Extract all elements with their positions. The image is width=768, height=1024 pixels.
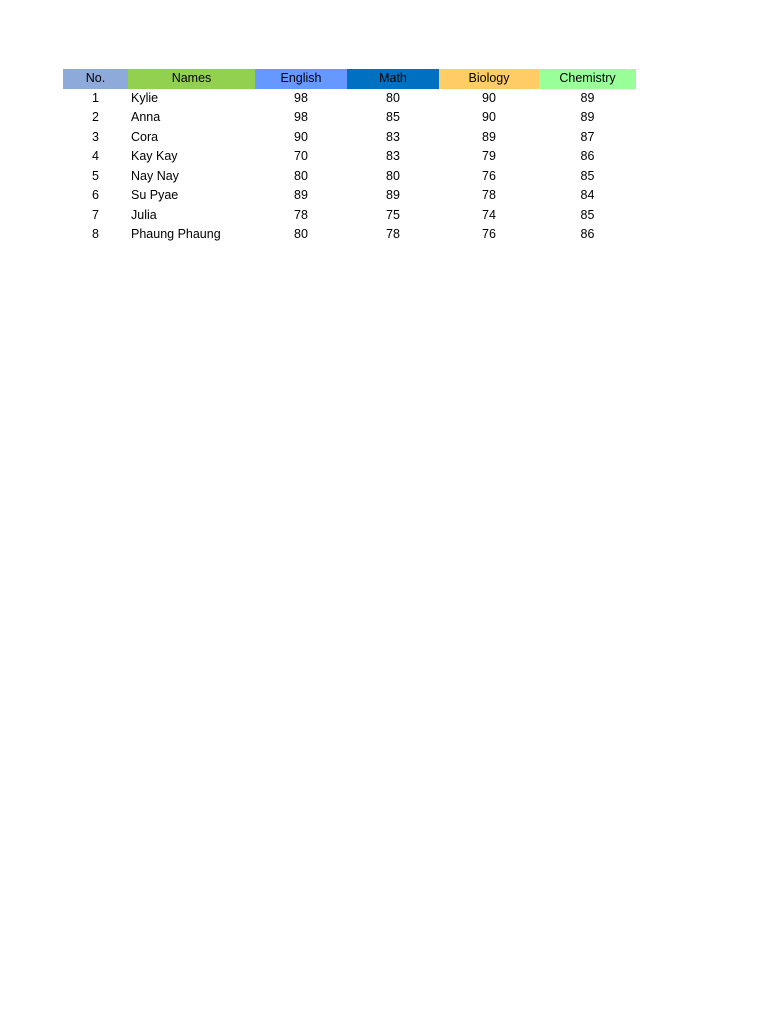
cell-biology: 89 bbox=[482, 129, 496, 144]
header-names: Names bbox=[128, 69, 255, 89]
cell-english: 80 bbox=[294, 227, 308, 241]
cell-name: Anna bbox=[131, 110, 161, 124]
table-row bbox=[63, 108, 636, 128]
cell-english: 98 bbox=[294, 110, 308, 124]
cell-english: 80 bbox=[294, 168, 308, 183]
cell-math: 85 bbox=[386, 110, 400, 124]
cell-no: 6 bbox=[92, 188, 99, 202]
cell-chemistry: 84 bbox=[580, 188, 595, 202]
cell-name: Nay Nay bbox=[131, 168, 179, 183]
cell-chemistry: 85 bbox=[580, 168, 595, 183]
table-row bbox=[63, 186, 636, 206]
table-row bbox=[63, 167, 636, 187]
cell-no: 3 bbox=[92, 129, 99, 144]
cell-chemistry: 85 bbox=[580, 207, 595, 222]
cell-math: 83 bbox=[386, 129, 400, 144]
cell-chemistry: 86 bbox=[580, 227, 595, 241]
header-chemistry: Chemistry bbox=[539, 69, 636, 89]
cell-math: 78 bbox=[386, 227, 400, 241]
cell-no: 2 bbox=[92, 110, 99, 124]
cell-no: 1 bbox=[92, 90, 99, 105]
table-row bbox=[63, 147, 636, 167]
cell-no: 4 bbox=[92, 149, 99, 163]
cell-english: 70 bbox=[294, 149, 308, 163]
cell-biology: 74 bbox=[482, 207, 496, 222]
cell-english: 98 bbox=[294, 90, 308, 105]
cell-name: Cora bbox=[131, 129, 159, 144]
cell-biology: 76 bbox=[482, 168, 496, 183]
cell-biology: 79 bbox=[482, 149, 496, 163]
header-english: English bbox=[255, 69, 347, 89]
cell-no: 7 bbox=[92, 207, 99, 222]
cell-chemistry: 89 bbox=[580, 110, 595, 124]
cell-biology: 76 bbox=[482, 227, 496, 241]
cell-math: 75 bbox=[386, 207, 400, 222]
cell-english: 90 bbox=[294, 129, 308, 144]
cell-math: 80 bbox=[386, 168, 400, 183]
cell-name: Phaung Phaung bbox=[131, 227, 221, 241]
table-row bbox=[63, 206, 636, 226]
cell-english: 78 bbox=[294, 207, 308, 222]
cell-math: 80 bbox=[386, 90, 400, 105]
cell-math: 89 bbox=[386, 188, 400, 202]
cell-math: 83 bbox=[386, 149, 400, 163]
cell-biology: 78 bbox=[482, 188, 496, 202]
cell-no: 5 bbox=[92, 168, 99, 183]
table-row bbox=[63, 128, 636, 148]
cell-english: 89 bbox=[294, 188, 308, 202]
cell-name: Su Pyae bbox=[131, 188, 179, 202]
header-biology: Biology bbox=[439, 69, 539, 89]
cell-name: Kylie bbox=[131, 90, 159, 105]
cell-biology: 90 bbox=[482, 90, 496, 105]
cell-no: 8 bbox=[92, 227, 99, 241]
table-row bbox=[63, 89, 636, 109]
header-math: Math bbox=[347, 69, 439, 89]
header-row bbox=[63, 69, 636, 89]
cell-chemistry: 89 bbox=[580, 90, 595, 105]
scores-table bbox=[63, 69, 636, 245]
cell-biology: 90 bbox=[482, 110, 496, 124]
cell-name: Julia bbox=[131, 207, 157, 222]
header-no: No. bbox=[63, 69, 128, 89]
table-row bbox=[63, 225, 636, 245]
cell-chemistry: 87 bbox=[580, 129, 595, 144]
cell-chemistry: 86 bbox=[580, 149, 595, 163]
cell-name: Kay Kay bbox=[131, 149, 178, 163]
